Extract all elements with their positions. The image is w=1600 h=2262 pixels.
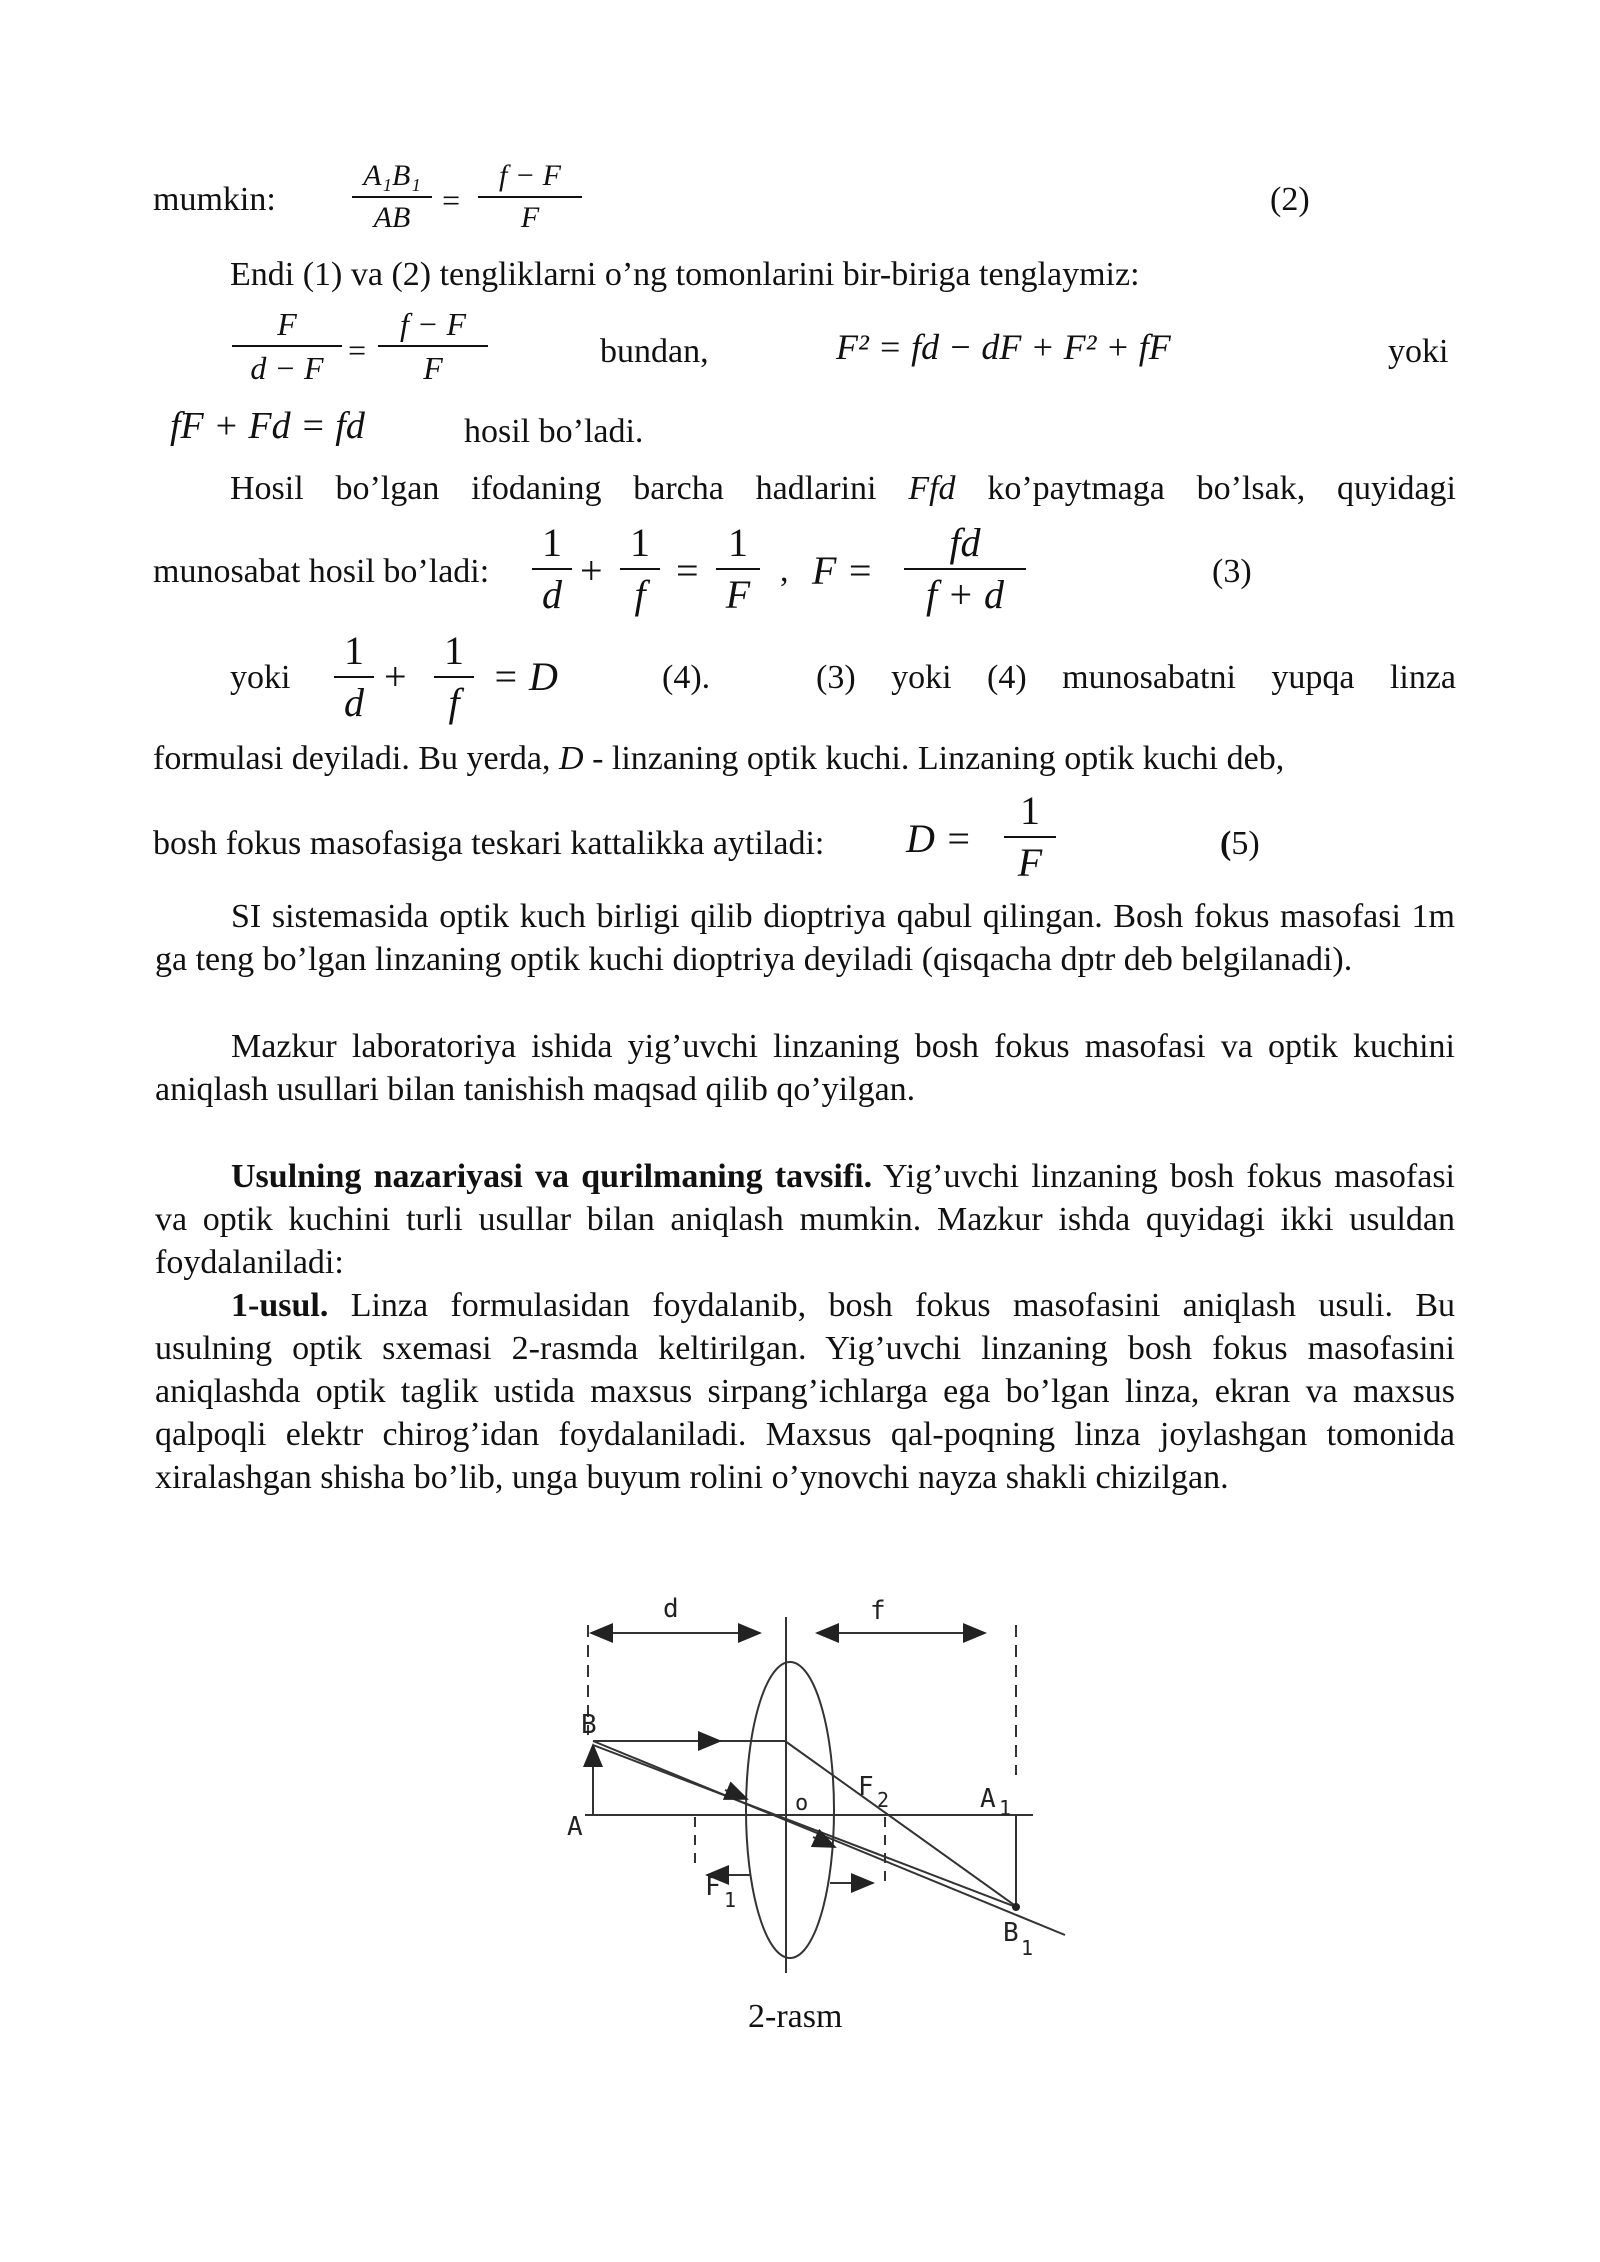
fraction-bar <box>620 568 660 570</box>
eq2-lhs-denominator: AB <box>373 201 411 234</box>
formulasi-part-b: - linzaning optik kuchi. Linzaning optik kuchi deb, <box>583 740 1285 777</box>
eq3-one: 1 <box>542 520 562 565</box>
label-A: A <box>567 1812 583 1842</box>
eq-frac1-numerator: F <box>277 306 297 342</box>
eq5-lhs: D = <box>906 816 972 861</box>
hosil-text: hosil bo’ladi. <box>464 413 644 450</box>
image-point-B1 <box>1012 1903 1020 1911</box>
fraction-bar <box>378 345 488 347</box>
fraction-bar <box>716 568 760 570</box>
paragraph-formulasi <box>153 737 1284 780</box>
equation-number-5 <box>1220 822 1260 865</box>
eq4-one: 1 <box>444 628 464 673</box>
eq4-frac-1-d <box>334 628 374 726</box>
eq2-fraction-rhs <box>478 158 582 236</box>
eq-row-equals: = <box>346 332 368 368</box>
eq3-F-lhs: F = <box>812 548 874 593</box>
formulasi-D: D <box>559 740 584 777</box>
eq2-lhs-numerator: A₁B₁ <box>363 159 421 192</box>
eq4-d: d <box>344 680 364 725</box>
label-F1: F <box>705 1872 721 1902</box>
eq3-frac-1-F <box>716 520 760 618</box>
hosil-italic: Ffd <box>908 470 956 507</box>
ray-through-F1 <box>593 1745 1016 1907</box>
equation-number-4: (4). <box>662 659 711 696</box>
eq3-f: f <box>634 572 646 617</box>
eq5-open-paren: ( <box>1220 825 1232 862</box>
paragraph-mazkur: Mazkur laboratoriya ishida yig’uvchi linzaning bosh fokus masofasi va optik kuchini aniqlash usullari bilan tanishish maqsad qilib qo’yilgan. <box>155 1028 1455 1108</box>
mumkin-label: mumkin: <box>153 181 276 218</box>
lens-diagram <box>555 1585 1095 1975</box>
eq5-one: 1 <box>1020 788 1040 833</box>
equation-number-2: (2) <box>1270 181 1310 218</box>
eq3-comma: , <box>780 552 789 589</box>
eq4-yoki: yoki <box>230 659 291 696</box>
paragraph-hosil <box>230 467 1456 510</box>
eq3-fd: fd <box>949 520 981 565</box>
eq2-equals: = <box>440 182 462 218</box>
eq-row-expression: F² = fd − dF + F² + fF <box>836 327 1171 367</box>
eq-frac1-denominator: d − F <box>250 350 324 386</box>
eq-frac2-denominator: F <box>423 350 443 386</box>
usul-heading: Usulning nazariyasi va qurilmaning tavsifi. <box>231 1158 873 1195</box>
eq3-one: 1 <box>630 520 650 565</box>
eq2-fraction-lhs <box>352 158 432 236</box>
munosabat-label: munosabat hosil bo’ladi: <box>153 553 490 590</box>
eq3-f-plus-d: f + d <box>925 572 1005 617</box>
1usul-heading: 1-usul. <box>231 1287 329 1324</box>
eq-hosil-expression: fF + Fd = fd <box>170 405 365 447</box>
fraction-bar <box>352 196 432 198</box>
label-O: o <box>795 1791 809 1816</box>
eq-frac2 <box>378 305 488 387</box>
eq5-frac <box>1004 788 1056 886</box>
eq5-num-rest: 5) <box>1231 825 1260 862</box>
label-d: d <box>663 1594 679 1624</box>
eq3-one: 1 <box>728 520 748 565</box>
usul-rest: Yig’uvchi linzaning bosh fokus masofasi va optik kuchini turli usullar bilan aniqlash mumkin. Mazkur ishda quyidagi ikki usuldan foydalaniladi: <box>155 1158 1455 1281</box>
eq3-frac-fd <box>904 520 1026 618</box>
paragraph-usul <box>155 1155 1455 1284</box>
fraction-bar <box>904 568 1026 570</box>
eq4-f: f <box>448 680 460 725</box>
paragraph-1usul <box>155 1284 1455 1499</box>
label-B1-sub: 1 <box>1021 1936 1034 1960</box>
eq3-plus: + <box>580 548 603 593</box>
hosil-part-b: ko’paytmaga bo’lsak, quyidagi <box>955 470 1457 507</box>
eq5-F: F <box>1017 840 1043 885</box>
fraction-bar <box>334 676 374 678</box>
ray-through-F2 <box>785 1741 1017 1907</box>
label-B: B <box>581 1710 597 1740</box>
eq4-frac-1-f <box>434 628 474 726</box>
fraction-bar <box>434 676 474 678</box>
fraction-bar <box>478 196 582 198</box>
yoki-label: yoki <box>1388 333 1449 370</box>
eq5-prefix: bosh fokus masofasiga teskari kattalikka aytiladi: <box>153 825 825 862</box>
figure-caption: 2-rasm <box>748 1998 843 2035</box>
eq-frac1 <box>232 305 342 387</box>
fraction-bar <box>232 345 342 347</box>
fraction-bar <box>532 568 572 570</box>
eq3-frac-1-f <box>620 520 660 618</box>
label-A1-sub: 1 <box>999 1796 1012 1820</box>
1usul-rest: Linza formulasidan foydalanib, bosh fokus masofasini aniqlash usuli. Bu usulning optik sxemasi 2-rasmda keltirilgan. Yig’uvchi linzaning bosh fokus masofasini aniqlashda optik taglik ustida maxsus sirpang’ichlarga ega bo’lgan linza, ekran va maxsus qalpoqli elektr chirog’idan foydalaniladi. Maxsus qal-poqning linza joylashgan tomonida xiralashgan shisha bo’lib, unga buyum rolini o’ynovchi nayza shakli chizilgan. <box>155 1287 1455 1496</box>
label-f: f <box>870 1596 886 1626</box>
label-F1-sub: 1 <box>724 1888 737 1912</box>
eq4-one: 1 <box>344 628 364 673</box>
eq3-d: d <box>542 572 562 617</box>
paragraph-endi: Endi (1) va (2) tengliklarni o’ng tomonlarini bir-biriga tenglaymiz: <box>230 256 1140 293</box>
label-A1: A <box>980 1784 996 1814</box>
label-F2-sub: 2 <box>877 1788 890 1812</box>
eq4-rhs: = D <box>492 654 558 699</box>
label-B1: B <box>1003 1918 1019 1948</box>
bundan-label: bundan, <box>600 333 709 370</box>
formulasi-part-a: formulasi deyiladi. Bu yerda, <box>153 740 560 777</box>
label-F2: F <box>858 1772 874 1802</box>
hosil-part-a: Hosil bo’lgan ifodaning barcha hadlarini <box>230 470 909 507</box>
ray-central <box>593 1741 1065 1935</box>
eq4-plus: + <box>384 654 407 699</box>
fraction-bar <box>1004 836 1056 838</box>
equation-number-3: (3) <box>1212 553 1252 590</box>
eq-frac2-numerator: f − F <box>399 306 467 342</box>
paragraph-si: SI sistemasida optik kuch birligi qilib dioptriya qabul qilingan. Bosh fokus masofasi 1m ga teng bo’lgan linzaning optik kuchi dioptriya deyiladi (qisqacha dptr deb belgilanadi). <box>155 898 1455 978</box>
eq2-rhs-numerator: f − F <box>499 159 561 192</box>
eq3-F: F <box>725 572 751 617</box>
eq3-frac-1-d <box>532 520 572 618</box>
eq2-rhs-denominator: F <box>520 201 540 234</box>
eq3-equals: = <box>676 548 699 593</box>
eq4-tail: (3) yoki (4) munosabatni yupqa linza <box>816 659 1456 696</box>
